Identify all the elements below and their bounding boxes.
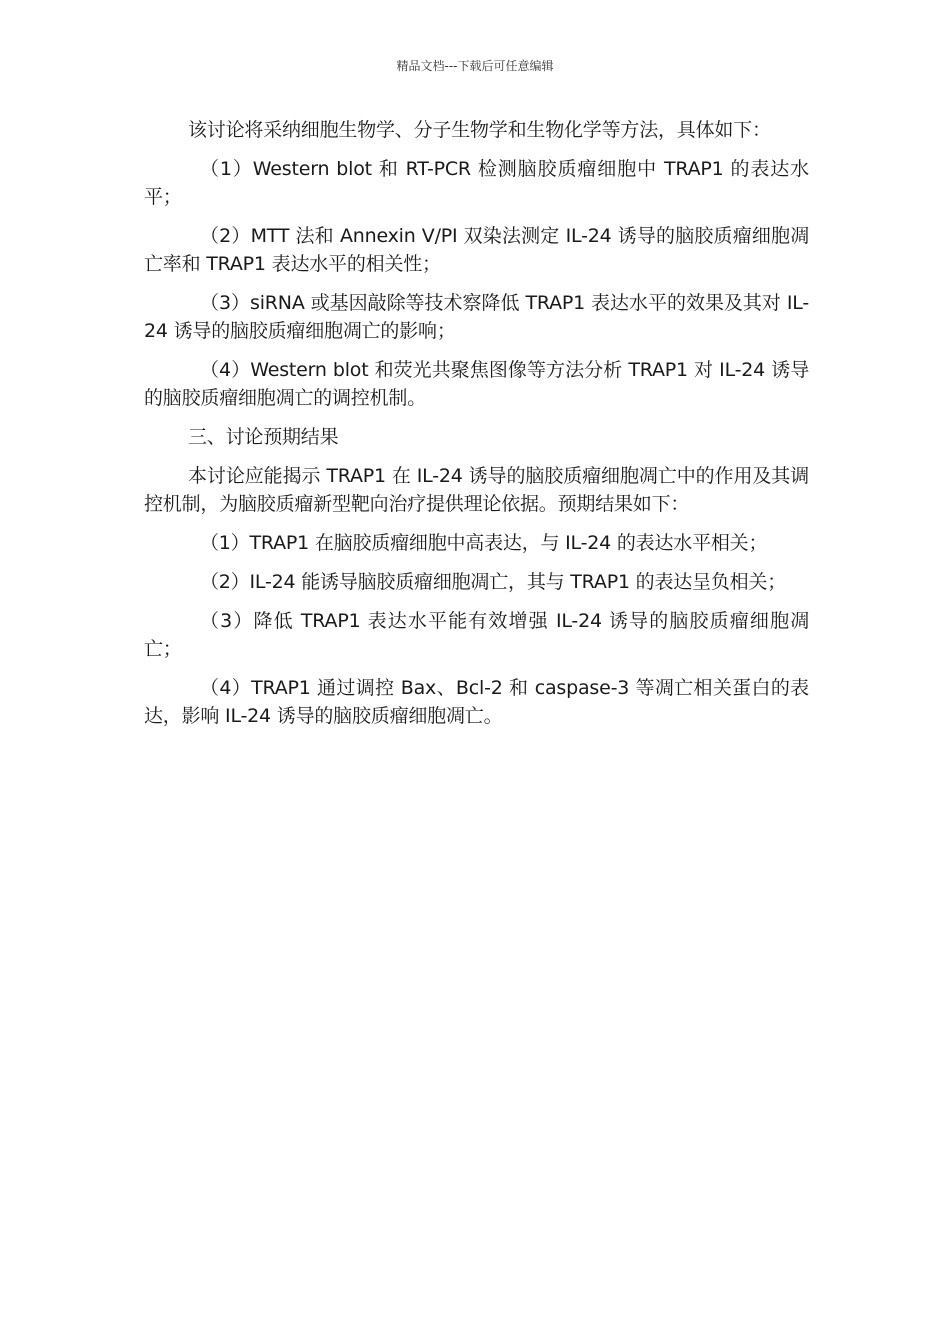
intro-paragraph: 该讨论将采纳细胞生物学、分子生物学和生物化学等方法，具体如下： (188, 119, 771, 141)
result-item-4: （4）TRAP1 通过调控 Bax、Bcl-2 和 caspase-3 等凋亡相关蛋白的表达，影响 IL-24 诱导的脑胶质瘤细胞凋亡。 (144, 677, 809, 727)
document-body (144, 116, 809, 741)
page-header: 精品文档---下载后可任意编辑 (396, 59, 554, 73)
section-heading: 三、讨论预期结果 (188, 426, 339, 448)
method-item-2: （2）MTT 法和 Annexin V/PI 双染法测定 IL-24 诱导的脑胶质瘤细胞凋亡率和 TRAP1 表达水平的相关性； (144, 225, 809, 275)
expected-intro-paragraph: 本讨论应能揭示 TRAP1 在 IL-24 诱导的脑胶质瘤细胞凋亡中的作用及其调控机制，为脑胶质瘤新型靶向治疗提供理论依据。预期结果如下： (144, 465, 809, 515)
result-item-1: （1）TRAP1 在脑胶质瘤细胞中高表达，与 IL-24 的表达水平相关； (200, 532, 768, 554)
method-item-1: （1）Western blot 和 RT-PCR 检测脑胶质瘤细胞中 TRAP1 的表达水平； (144, 158, 809, 208)
result-item-3: （3）降低 TRAP1 表达水平能有效增强 IL-24 诱导的脑胶质瘤细胞凋亡； (144, 610, 809, 660)
method-item-4: （4）Western blot 和荧光共聚焦图像等方法分析 TRAP1 对 IL-24 诱导的脑胶质瘤细胞凋亡的调控机制。 (144, 359, 809, 409)
result-item-2: （2）IL-24 能诱导脑胶质瘤细胞凋亡，其与 TRAP1 的表达呈负相关； (200, 571, 787, 593)
method-item-3: （3）siRNA 或基因敲除等技术察降低 TRAP1 表达水平的效果及其对 IL-24 诱导的脑胶质瘤细胞凋亡的影响； (144, 292, 809, 342)
